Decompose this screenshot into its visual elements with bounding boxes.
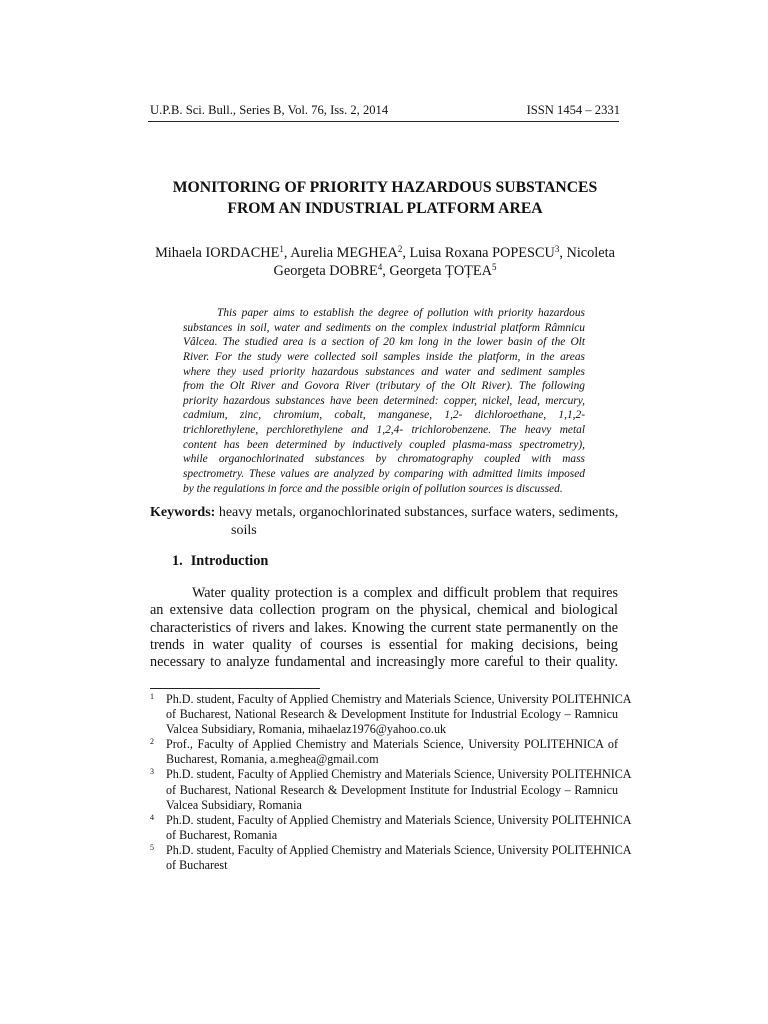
footnote-mark: 5: [150, 842, 154, 852]
keywords-text: soils: [231, 522, 257, 538]
footnote-mark: 2: [150, 737, 154, 747]
abstract-line: priority hazardous substances have been determined: copper, nickel, lead, mercury,: [183, 394, 585, 407]
abstract-line: from the Olt River and Govora River (tributary of the Olt River). The following: [183, 380, 585, 393]
author-line: [118, 244, 652, 262]
abstract-line: trichlorethylene, perchlorethylene and 1,2,4- trichlorobenzene. The heavy metal: [183, 424, 585, 437]
header-rule: [148, 121, 619, 122]
footnote-rule: [150, 688, 320, 689]
section-heading: [172, 553, 268, 570]
abstract-line: This paper aims to establish the degree of pollution with priority hazardous: [217, 307, 585, 319]
author-list: [118, 244, 652, 280]
abstract-line: River. For the study were collected soil samples inside the platform, in the areas: [183, 350, 585, 363]
paragraph-line: characteristics of rivers and lakes. Knowing the current state permanently on the: [150, 619, 618, 636]
footnote: [150, 737, 618, 767]
footnote: [150, 692, 632, 737]
paragraph-line: Water quality protection is a complex and difficult problem that requires: [192, 585, 618, 601]
issn-label: ISSN 1454 – 2331: [526, 103, 620, 117]
footnote: [150, 812, 632, 843]
author-separator: ,: [283, 245, 291, 261]
affiliation-mark: 3: [554, 244, 560, 254]
section-title: Introduction: [190, 553, 269, 569]
footnote-mark: 1: [150, 692, 154, 701]
abstract-line: spectrometry. These values are analyzed by comparing with admitted limits imposed: [183, 468, 585, 481]
abstract-line: Vâlcea. The studied area is a section of 20 km long in the lower basin of the Olt: [183, 336, 585, 349]
title-line: MONITORING OF PRIORITY HAZARDOUS SUBSTANCES: [172, 179, 598, 196]
footnote-line: of Bucharest, National Research & Development Institute for Industrial Ecology – Ramnicu: [166, 782, 618, 797]
abstract-line: by the regulations in force and the possible origin of pollution sources is discussed.: [183, 482, 563, 495]
footnote: [150, 842, 632, 873]
author-name: Mihaela IORDACHE: [155, 245, 280, 261]
author-name: Georgeta ȚOȚEA: [389, 263, 492, 279]
author-separator: ,: [402, 245, 410, 261]
abstract: [183, 306, 585, 496]
affiliation-mark: 5: [491, 262, 497, 272]
footnotes: [150, 692, 632, 873]
abstract-line: cadmium, zinc, chromium, cobalt, manganese, 1,2- dichloroethane, 1,1,2-: [183, 409, 585, 422]
title-line: FROM AN INDUSTRIAL PLATFORM AREA: [227, 199, 543, 217]
abstract-line: content has been determined by inductively coupled plasma-mass spectrometry),: [183, 438, 585, 451]
footnote-line: Prof., Faculty of Applied Chemistry and Materials Science, University POLITEHNICA of: [166, 737, 618, 752]
footnote-line: Ph.D. student, Faculty of Applied Chemistry and Materials Science, University POLITEHNICA: [166, 842, 632, 857]
abstract-line: substances in soil, water and sediments on the complex industrial platform Râmnicu: [183, 321, 585, 334]
abstract-line: while organochlorinated substances by chromatography coupled with mass: [183, 453, 585, 466]
running-header: [150, 103, 620, 118]
affiliation-mark: 4: [377, 262, 383, 272]
journal-citation: U.P.B. Sci. Bull., Series B, Vol. 76, Iss. 2, 2014: [150, 103, 389, 117]
footnote-line: of Bucharest, National Research & Development Institute for Industrial Ecology – Ramnicu: [166, 707, 618, 722]
keywords-label: Keywords:: [150, 505, 216, 520]
keywords-line: [150, 504, 620, 522]
footnote-line: of Bucharest: [166, 858, 228, 873]
footnote-line: Valcea Subsidiary, Romania, mihaelaz1976@yahoo.co.uk: [166, 722, 447, 737]
footnote-line: Valcea Subsidiary, Romania: [166, 797, 302, 812]
paper-title: [120, 178, 650, 219]
footnote-mark: 3: [150, 767, 154, 777]
author-name: Aurelia MEGHEA: [290, 245, 398, 261]
affiliation-mark: 1: [279, 244, 284, 254]
author-separator: , Nicoleta: [559, 245, 615, 261]
footnote-line: Ph.D. student, Faculty of Applied Chemistry and Materials Science, University POLITEHNICA: [166, 767, 632, 782]
author-line: [118, 262, 652, 280]
footnote-line: of Bucharest, Romania: [166, 827, 278, 842]
introduction-paragraph: [150, 585, 618, 671]
paragraph-line: an extensive data collection program on the physical, chemical and biological: [150, 602, 618, 619]
footnote-line: Bucharest, Romania, a.meghea@gmail.com: [166, 752, 379, 767]
footnote-line: Ph.D. student, Faculty of Applied Chemistry and Materials Science, University POLITEHNICA: [166, 692, 632, 706]
section-number: 1.: [172, 553, 183, 569]
keywords-text: heavy metals, organochlorinated substances, surface waters, sediments,: [218, 505, 619, 520]
author-name: Georgeta DOBRE: [273, 263, 378, 279]
footnote: [150, 767, 632, 812]
abstract-line: where they used priority hazardous substances and water and sediment samples: [183, 365, 585, 378]
keywords-block: [150, 504, 620, 539]
footnote-line: Ph.D. student, Faculty of Applied Chemistry and Materials Science, University POLITEHNICA: [166, 812, 632, 827]
footnote-mark: 4: [150, 812, 154, 822]
paragraph-line: trends in water quality of courses is essential for making decisions, being: [150, 636, 618, 653]
author-name: Luisa Roxana POPESCU: [409, 245, 555, 261]
affiliation-mark: 2: [397, 244, 403, 254]
paragraph-line: necessary to analyze fundamental and increasingly more careful to their quality.: [150, 654, 618, 671]
author-separator: ,: [382, 263, 390, 279]
